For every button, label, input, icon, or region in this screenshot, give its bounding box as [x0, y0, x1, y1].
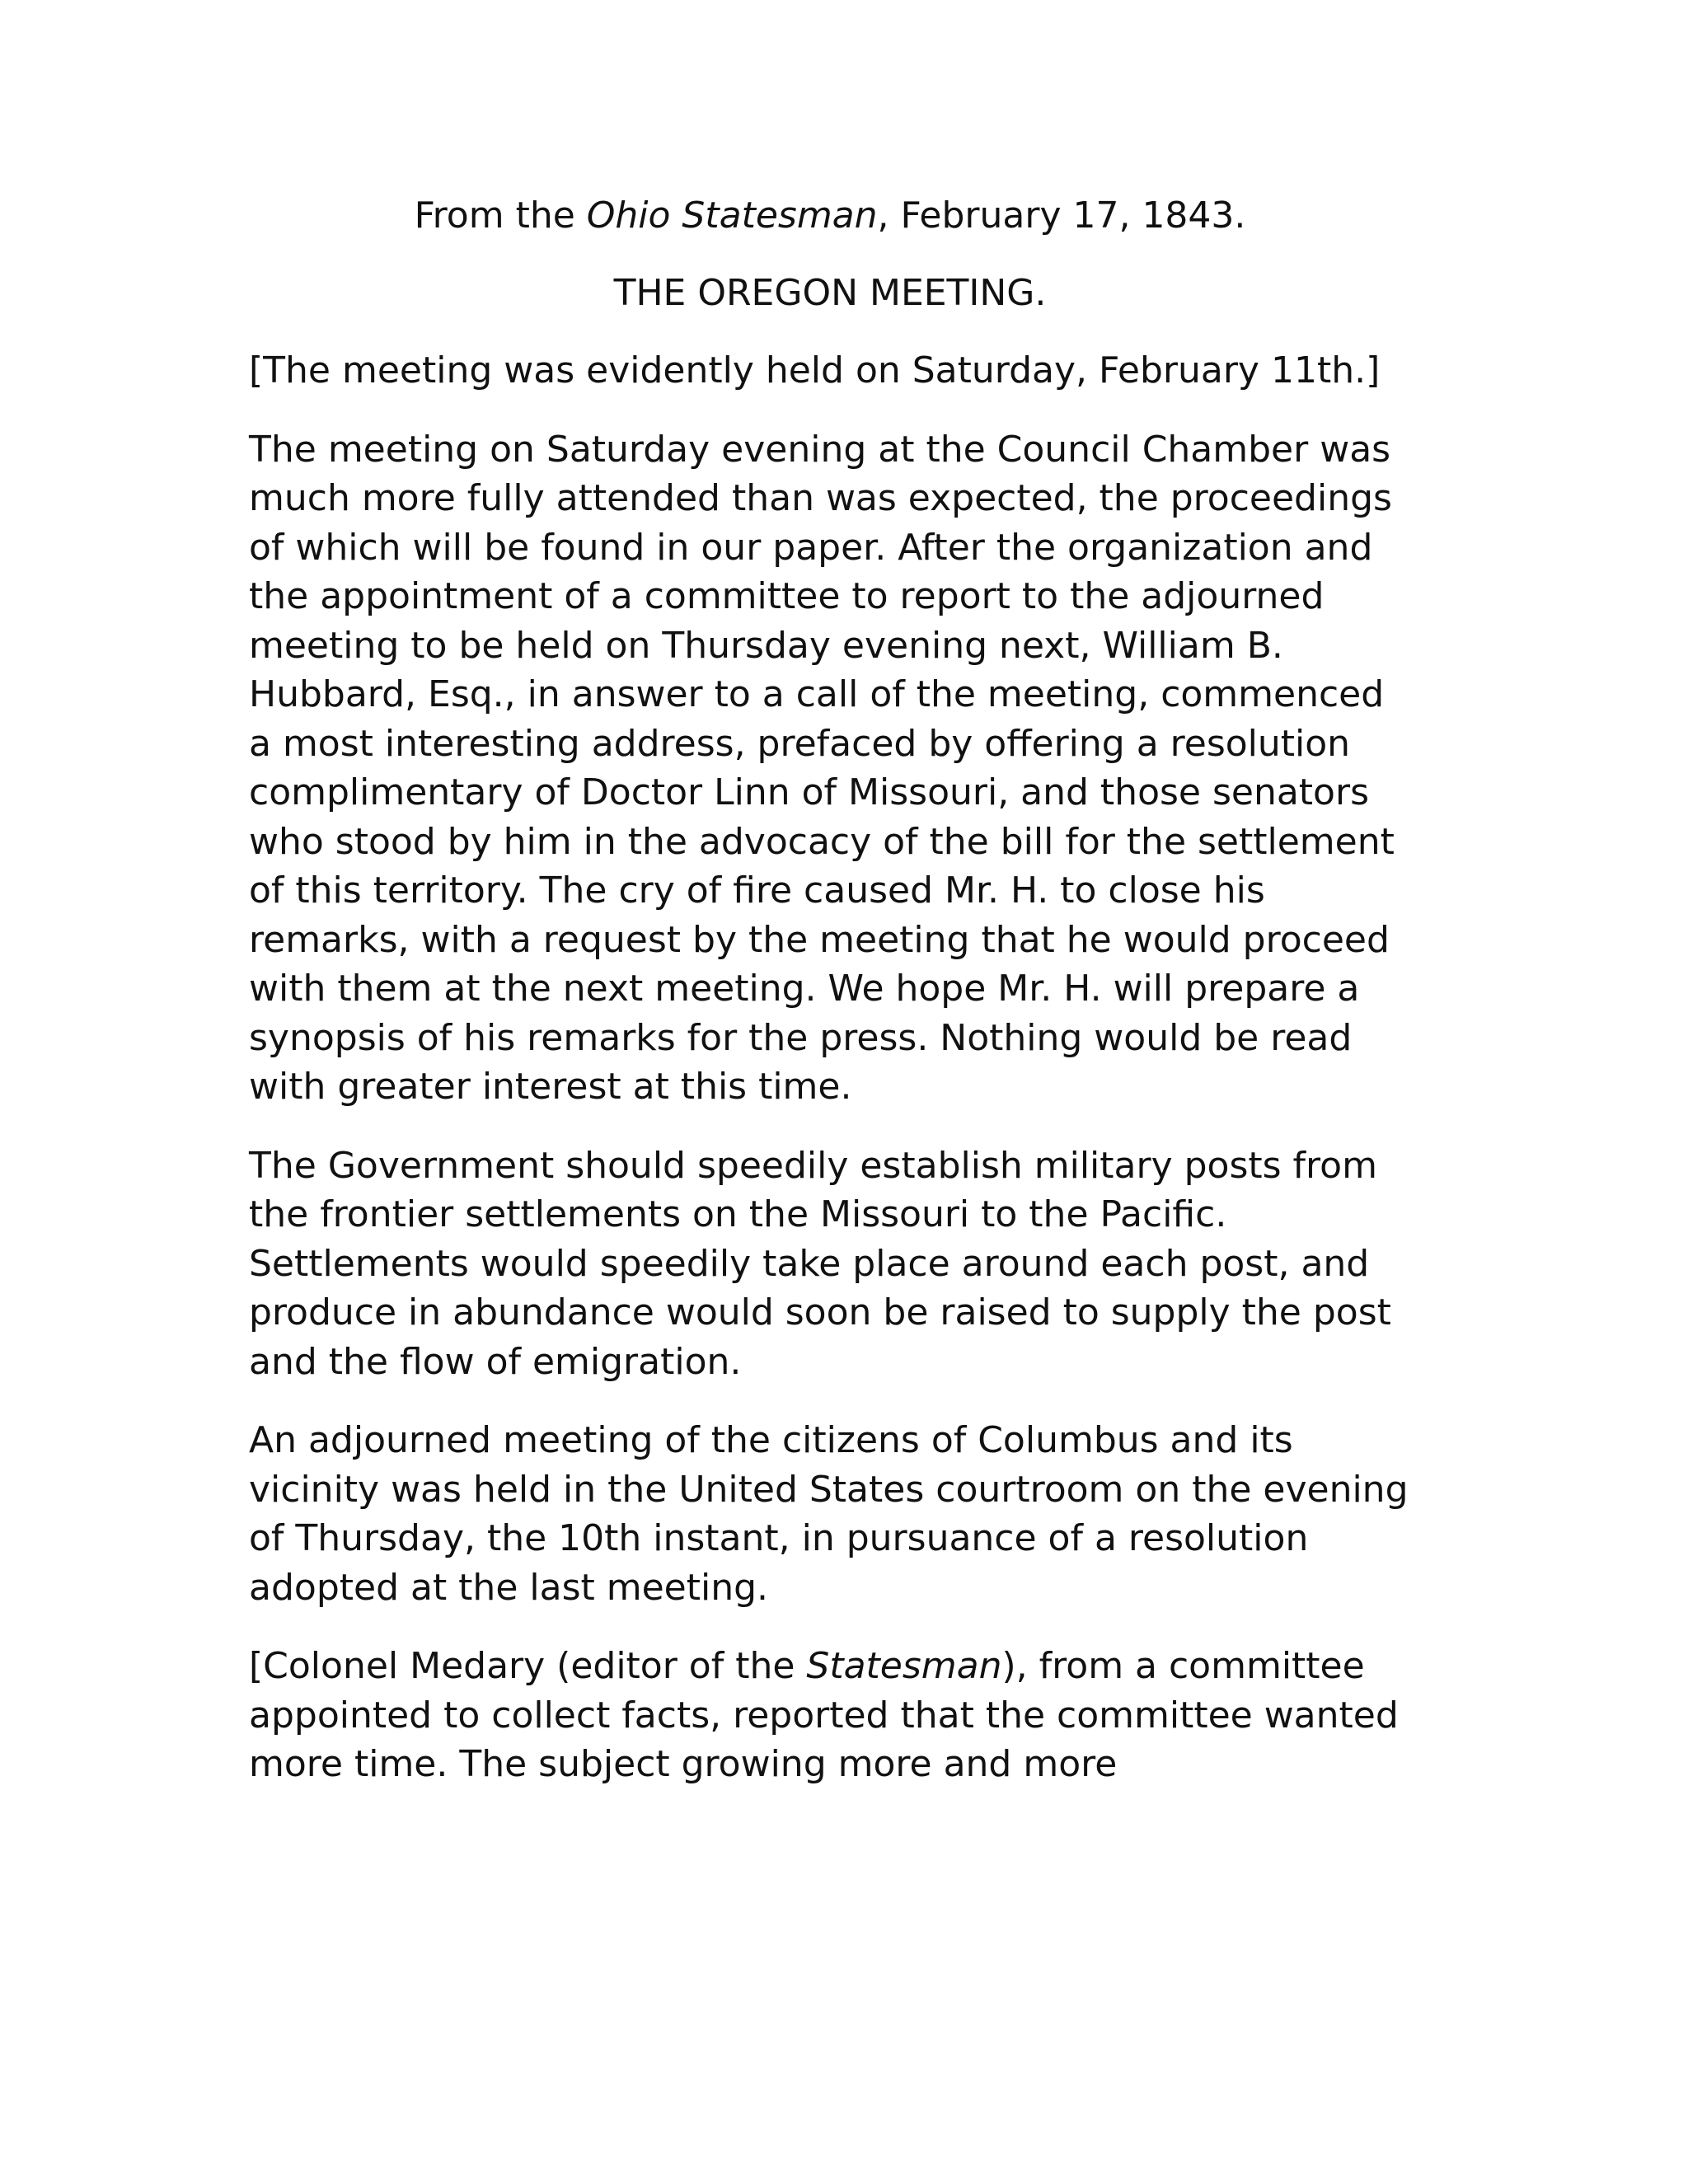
statesman-italic: Statesman [806, 1645, 1002, 1687]
paragraph-text: The Government should speedily establish military posts from the frontier settlements on the Missouri to the Pacific. Settlements would speedily take place around each post, and produce in abundance would soon be raised to supply the post and the flow of emigration. [249, 1144, 1391, 1383]
paragraph-text: The meeting on Saturday evening at the Council Chamber was much more fully attended than was expected, the proceedings of which will be found in our paper. After the organization and the appointment of a committee to report to the adjourned meeting to be held on Thursday evening next, William B. Hubbard, Esq., in answer to a call of the meeting, commenced a most interesting address, prefaced by offering a resolution complimentary of Doctor Linn of Missouri, and those senators who stood by him in the advocacy of the bill for the settlement of this territory. The cry of fire caused Mr. H. to close his remarks, with a request by the meeting that he would proceed with them at the next meeting. We hope Mr. H. will prepare a synopsis of his remarks for the press. Nothing would be read with greater interest at this time. [249, 428, 1395, 1108]
paragraph-text-end: ), from a committee appointed to collect facts, reported that the committee wanted more time. The subject growing more and more [249, 1645, 1399, 1785]
editorial-note-paragraph [249, 346, 1411, 396]
adjourned-meeting-paragraph [249, 1416, 1411, 1612]
paragraph-text-start: [Colonel Medary (editor of the [249, 1645, 807, 1687]
source-prefix: From the [414, 194, 587, 237]
publication-name: Ohio Statesman [586, 194, 878, 237]
meeting-report-paragraph [249, 425, 1411, 1112]
source-date: , February 17, 1843. [877, 194, 1246, 237]
source-line [249, 191, 1411, 241]
document-body [249, 191, 1411, 1819]
paragraph-text: An adjourned meeting of the citizens of Columbus and its vicinity was held in the United States courtroom on the evening of Thursday, the 10th instant, in pursuance of a resolution adopted at the last meeting. [249, 1419, 1409, 1609]
article-title: THE OREGON MEETING. [613, 272, 1047, 314]
paragraph-text: [The meeting was evidently held on Saturday, February 11th.] [249, 349, 1381, 391]
military-posts-paragraph [249, 1141, 1411, 1387]
committee-report-paragraph [249, 1642, 1411, 1789]
